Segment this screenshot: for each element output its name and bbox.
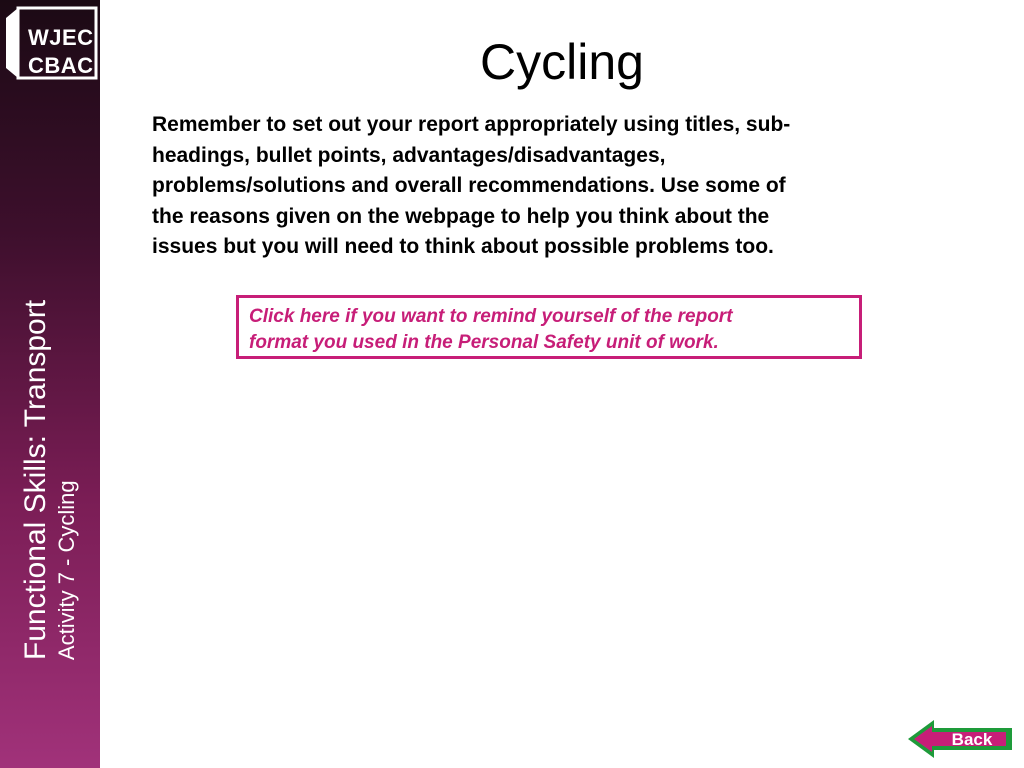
unit-title: Functional Skills: Transport (19, 299, 52, 661)
sidebar-vertical-title (19, 300, 81, 660)
activity-subtitle: Activity 7 - Cycling (54, 480, 79, 661)
logo-text-line2: CBAC (28, 53, 94, 78)
back-button-label: Back (951, 730, 993, 749)
logo-text-line1: WJEC (28, 25, 94, 50)
wjec-cbac-logo (4, 6, 100, 84)
report-format-link[interactable]: Click here if you want to remind yourself of the report format you used in the Personal Safety unit of work. (236, 295, 862, 359)
back-button[interactable] (906, 718, 1014, 760)
sidebar (0, 0, 100, 768)
page-title: Cycling (480, 34, 644, 90)
instructions-text: Remember to set out your report appropriately using titles, sub- headings, bullet points, advantages/disadvantages, problems/solutions and overall recommendations. Use some of the reasons given on the webpage to help you think about the issues but you will need to think about possible problems too. (152, 113, 791, 258)
